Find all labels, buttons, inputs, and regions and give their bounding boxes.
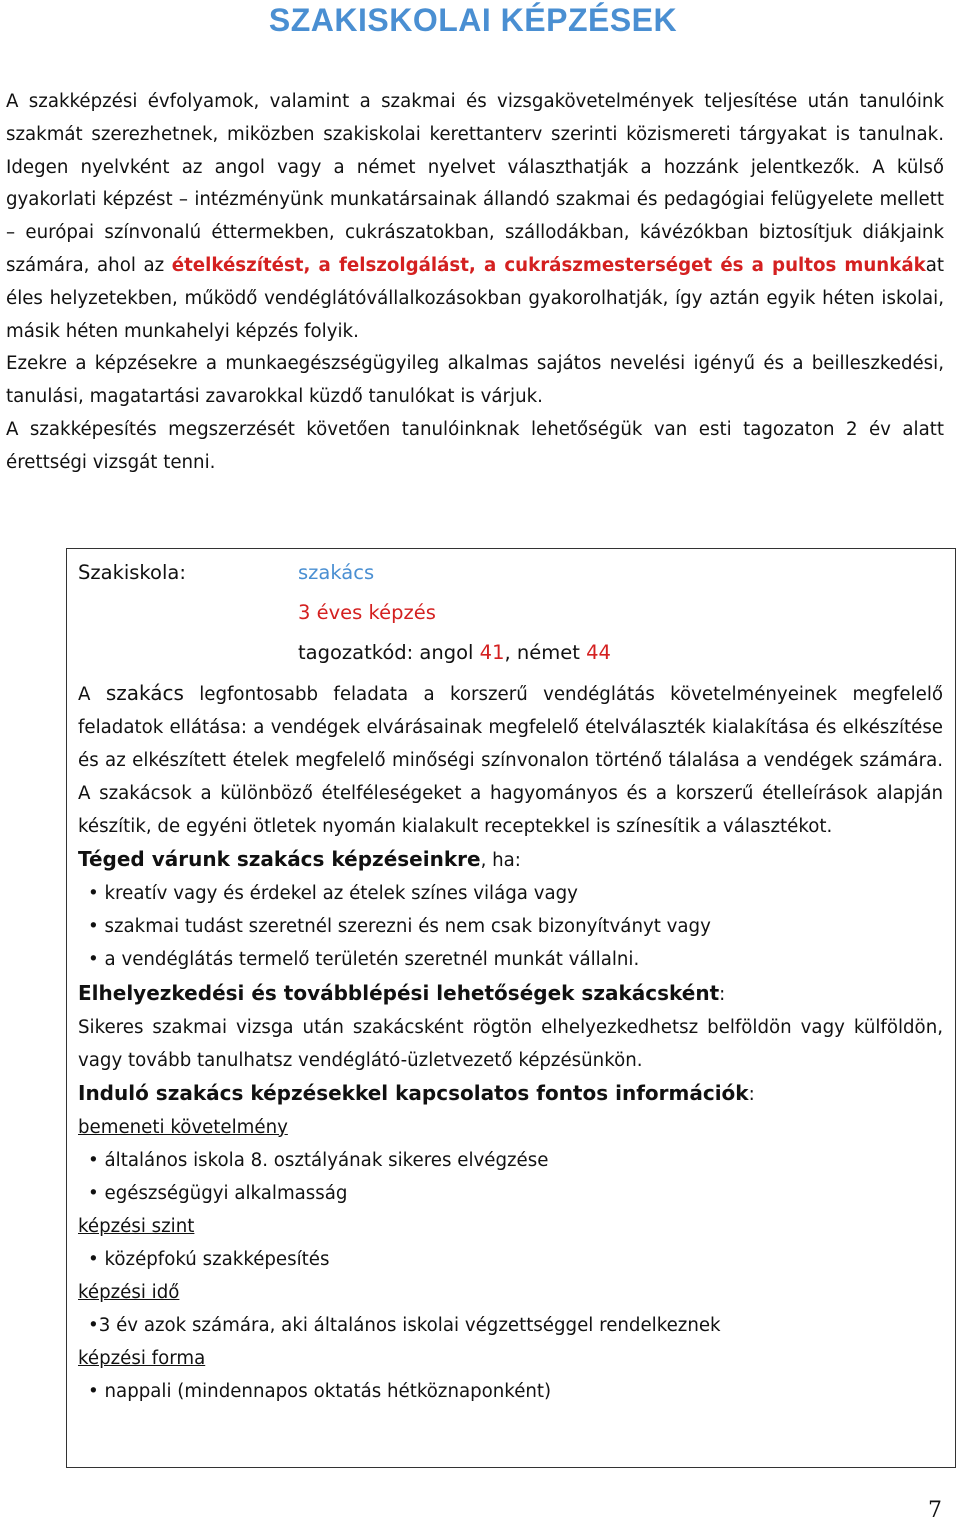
list-item: • a vendéglátás termelő területén szeretnél munkát vállalni. [88,943,943,976]
course-description [78,677,943,843]
desc-a: A [78,684,106,705]
desc-bold: szakács [105,681,184,705]
course-code-mid: , német [504,641,587,664]
career-bold: Elhelyezkedési és továbblépési lehetőségek szakácsként [78,980,720,1005]
course-code-row [78,639,943,679]
level-list [78,1243,943,1276]
course-type-label: Szakiskola: [78,561,186,584]
list-item: • kreatív vagy és érdekel az ételek színes világa vagy [88,877,943,910]
course-code-english: 41 [479,641,505,664]
intro-p1-text: A szakképzési évfolyamok, valamint a szakmai és vizsgakövetelmények teljesítése után tanulóink szakmát szerezhetnek, miközben szakiskolai kerettanterv szerinti közismereti tárgyakat is tanulnak. Idegen nyelvként az angol vagy a német nyelvet választhatják a hozzánk jelentkezők. A külső gyakorlati képzést – intézményünk munkatársainak állandó szakmai és pedagógiai felügyelete mellett – európai színvonalú éttermekben, cukrászatokban, szállodákban, kávézókban biztosítjuk diákjaink számára, ahol az [6,91,944,276]
form-label: képzési forma [78,1348,206,1370]
course-box-content [78,549,943,1409]
intro-paragraph-3: A szakképesítés megszerzését követően tanulóinknak lehetőségük van esti tagozaton 2 év alatt érettségi vizsgát tenni. [6,418,944,473]
course-profession: szakács [298,561,375,584]
course-duration: 3 éves képzés [298,601,436,624]
course-box [66,548,956,1468]
career-heading [78,977,943,1011]
intro-p1-end: at éles helyzetekben, működő vendéglátóvállalkozásokban gyakorolhatják, így aztán egyik héten iskolai, másik héten munkahelyi képzés folyik. [6,254,944,342]
requirement-label: bemeneti követelmény [78,1116,288,1138]
intro-paragraph-1 [6,86,944,348]
career-rest: : [719,983,726,1005]
wait-list [78,877,943,977]
list-item: • általános iskola 8. osztályának sikeres elvégzése [88,1144,943,1177]
intro-paragraph-2: Ezekre a képzésekre a munkaegészségügyileg alkalmas sajátos nevelési igényű és a beilleszkedési, tanulási, magatartási zavarokkal küzdő tanulókat is várjuk. [6,353,944,408]
requirement-list [78,1144,943,1210]
page-number: 7 [928,1498,942,1523]
course-code-prefix: tagozatkód: angol [298,641,480,664]
list-item: • 3 év azok számára, aki általános iskolai végzettséggel rendelkeznek [88,1309,943,1342]
page-title: SZAKISKOLAI KÉPZÉSEK [268,2,678,38]
time-list [78,1309,943,1342]
info-rest: : [748,1083,755,1105]
desc-rest: legfontosabb feladata a korszerű vendéglátás követelményeinek megfelelő feladatok ellátása: a vendégek elvárásainak megfelelő ételválaszték kialakítása és elkészítése és az elkészített ételek megfelelő minőségi színvonalon történő tálalása a vendégek számára. A szakácsok a különböző ételféleségeket a hagyományos és a korszerű ételleírások alapján készítik, de egyéni ötletek nyomán kialakult receptekkel is színesítik a választékot. [78,684,944,837]
level-label: képzési szint [78,1216,195,1238]
intro-highlight: ételkészítést, a felszolgálást, a cukrászmesterséget és a pultos munkák [171,254,926,276]
course-header-row [78,559,943,599]
form-list [78,1375,943,1408]
info-heading [78,1077,943,1111]
wait-heading [78,843,943,877]
info-bold: Induló szakács képzésekkel kapcsolatos fontos információk [78,1080,749,1105]
wait-bold: Téged várunk szakács képzéseinkre [78,847,481,871]
course-duration-row [78,599,943,639]
intro-text [6,86,944,480]
time-label: képzési idő [78,1282,180,1304]
list-item: • szakmai tudást szeretnél szerezni és nem csak bizonyítványt vagy [88,910,943,943]
list-item: • középfokú szakképesítés [88,1243,943,1276]
list-item: • egészségügyi alkalmasság [88,1177,943,1210]
wait-rest: , ha: [480,850,521,871]
list-item: • nappali (mindennapos oktatás hétköznaponként) [88,1375,943,1408]
course-code-german: 44 [586,641,611,664]
career-text: Sikeres szakmai vizsga után szakácsként rögtön elhelyezkedhetsz belföldön vagy külföldön, vagy tovább tanulhatsz vendéglátó-üzletvezető képzésünkön. [78,1016,943,1071]
course-code [298,641,611,664]
